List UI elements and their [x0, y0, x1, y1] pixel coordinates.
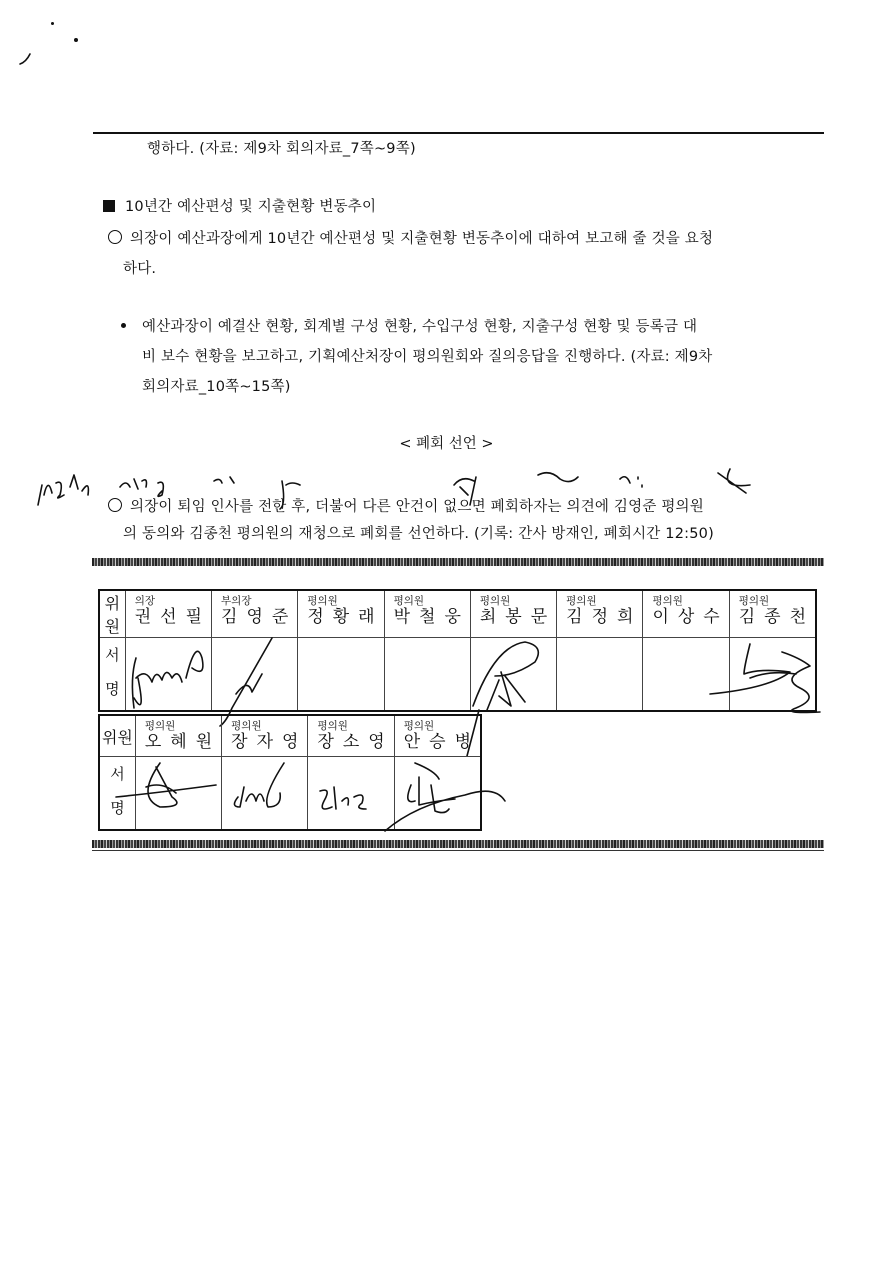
signature-cell-1	[125, 638, 211, 712]
signature-label-char: 서	[110, 765, 125, 783]
signature-cell-2	[222, 757, 308, 831]
bullet-line2: 비 보수 현황을 보고하고, 기획예산처장이 평의원회와 질의응답을 진행하다. (자료: 제9차	[142, 349, 713, 365]
scan-speck	[74, 38, 78, 42]
member-header-7	[643, 590, 729, 638]
agenda-item-line1	[108, 227, 713, 248]
continuation-line: 행하다. (자료: 제9차 회의자료_7쪽~9쪽)	[147, 141, 416, 157]
member-header-2	[222, 715, 308, 757]
member-name: 김영준	[221, 607, 298, 627]
signature-cell-3	[308, 757, 394, 831]
member-role: 평의원	[317, 720, 348, 732]
member-name: 박철웅	[393, 607, 470, 627]
member-header-2	[212, 590, 298, 638]
signature-cell-2	[212, 638, 298, 712]
closing-item-line1	[108, 495, 704, 516]
bullet-line3: 회의자료_10쪽~15쪽)	[142, 379, 291, 395]
closing-item-line2: 의 동의와 김종천 평의원의 재청으로 폐회를 선언하다. (기록: 간사 방재인, 폐회시간 12:50)	[123, 526, 714, 542]
member-role: 평의원	[307, 595, 338, 607]
member-header-1	[125, 590, 211, 638]
member-header-6	[557, 590, 643, 638]
member-name: 김종천	[738, 607, 815, 627]
signature-table-2	[98, 714, 482, 831]
signature-mark	[385, 755, 515, 835]
bullet-line1	[121, 315, 697, 336]
circle-bullet-icon	[108, 498, 122, 512]
member-role: 평의원	[403, 720, 435, 732]
agenda-item-line2: 하다.	[123, 261, 157, 277]
scan-noise-band	[92, 840, 824, 848]
signature-mark	[308, 757, 388, 837]
closing-title: < 폐회 선언 >	[399, 436, 494, 452]
member-role: 평의원	[479, 595, 511, 607]
member-header-4	[394, 715, 481, 757]
member-header-8	[729, 590, 816, 638]
member-name: 김정희	[566, 607, 643, 627]
signature-table-1	[98, 589, 817, 712]
agenda-item-text: 의장이 예산과장에게 10년간 예산편성 및 지출현황 변동추이에 대하여 보고해 줄 것을 요청	[130, 231, 714, 247]
member-role: 평의원	[231, 720, 262, 732]
signature-cell-3	[298, 638, 384, 712]
member-name: 장자영	[231, 732, 308, 752]
square-bullet-icon	[103, 200, 115, 212]
member-role: 평의원	[738, 595, 770, 607]
signature-cell-6	[557, 638, 643, 712]
member-role: 평의원	[652, 595, 683, 607]
signature-label	[99, 757, 135, 831]
member-header-5	[470, 590, 556, 638]
signature-label-char: 명	[110, 799, 125, 817]
member-header-3	[298, 590, 384, 638]
signature-label-char: 서	[105, 646, 120, 664]
circle-bullet-icon	[108, 230, 122, 244]
member-label: 위원	[99, 590, 125, 638]
section-heading	[103, 195, 376, 216]
signature-mark	[710, 638, 840, 728]
member-name: 정황래	[307, 607, 384, 627]
member-name: 장소영	[317, 732, 394, 752]
member-role: 의장	[134, 595, 156, 607]
signature-mark	[222, 757, 302, 837]
member-name: 오혜원	[144, 732, 222, 752]
signature-cell-5	[470, 638, 556, 712]
dot-bullet-icon	[121, 323, 126, 328]
member-role: 부의장	[221, 595, 252, 607]
top-rule	[93, 132, 824, 134]
member-role: 평의원	[566, 595, 597, 607]
signature-cell-1	[135, 757, 221, 831]
signature-mark	[126, 638, 216, 718]
bullet-text: 예산과장이 예결산 현황, 회계별 구성 현황, 수입구성 현황, 지출구성 현황 및 등록금 대	[142, 319, 698, 335]
member-name: 최봉문	[479, 607, 557, 627]
member-header-1	[135, 715, 221, 757]
bottom-rule	[92, 850, 824, 851]
signature-label	[99, 638, 125, 712]
member-role: 평의원	[393, 595, 425, 607]
scan-speck	[51, 22, 54, 25]
signature-cell-8	[729, 638, 816, 712]
member-header-4	[384, 590, 470, 638]
member-name: 안승병	[403, 732, 480, 752]
scan-noise-band	[92, 558, 824, 566]
scan-mark	[18, 50, 38, 70]
member-role: 평의원	[144, 720, 176, 732]
signature-cell-4	[384, 638, 470, 712]
signature-cell-4	[394, 757, 481, 831]
closing-item-text: 의장이 퇴임 인사를 전한 후, 더불어 다른 안건이 없으면 폐회하자는 의견에 김영준 평의원	[130, 499, 704, 515]
signature-cell-7	[643, 638, 729, 712]
member-label: 위원	[99, 715, 135, 757]
signature-label-char: 명	[105, 680, 120, 698]
member-name: 이상수	[652, 607, 729, 627]
member-header-3	[308, 715, 394, 757]
section-heading-text: 10년간 예산편성 및 지출현황 변동추이	[125, 199, 377, 215]
member-name: 권선필	[134, 607, 212, 627]
